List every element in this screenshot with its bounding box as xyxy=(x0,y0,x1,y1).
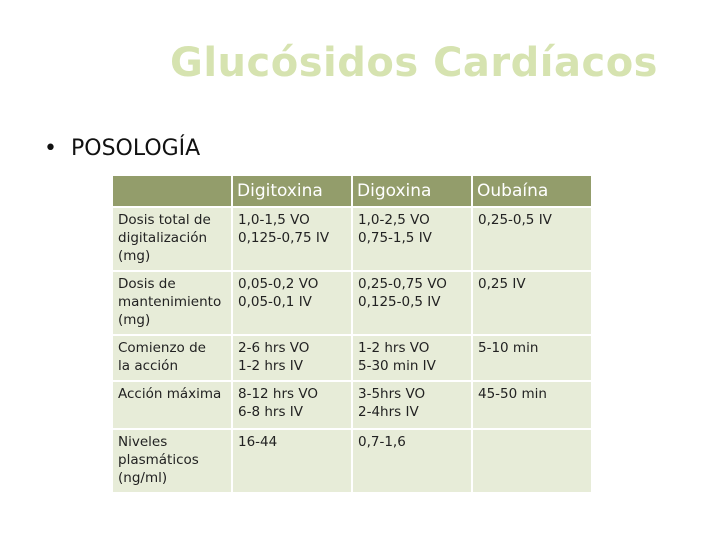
cell-digoxina: 1-2 hrs VO 5-30 min IV xyxy=(352,335,472,381)
row-label: Acción máxima xyxy=(112,381,232,429)
cell-oubaina: 0,25 IV xyxy=(472,271,592,335)
table-header-row xyxy=(112,175,592,207)
cell-oubaina: 0,25-0,5 IV xyxy=(472,207,592,271)
header-digoxina: Digoxina xyxy=(352,175,472,207)
bullet-posologia xyxy=(44,136,200,161)
header-oubaina: Oubaína xyxy=(472,175,592,207)
table-row xyxy=(112,381,592,429)
table-row xyxy=(112,207,592,271)
table-row xyxy=(112,429,592,493)
dosage-table xyxy=(111,174,593,494)
row-label: Niveles plasmáticos (ng/ml) xyxy=(112,429,232,493)
cell-digoxina: 1,0-2,5 VO 0,75-1,5 IV xyxy=(352,207,472,271)
row-label: Dosis total de digitalización (mg) xyxy=(112,207,232,271)
cell-oubaina: 5-10 min xyxy=(472,335,592,381)
bullet-text: POSOLOGÍA xyxy=(70,136,201,161)
header-digitoxina: Digitoxina xyxy=(232,175,352,207)
bullet-dot: • xyxy=(44,136,57,161)
table-row xyxy=(112,335,592,381)
cell-digitoxina: 16-44 xyxy=(232,429,352,493)
cell-digoxina: 0,7-1,6 xyxy=(352,429,472,493)
slide-title: Glucósidos Cardíacos xyxy=(170,40,658,86)
cell-oubaina xyxy=(472,429,592,493)
cell-digitoxina: 2-6 hrs VO 1-2 hrs IV xyxy=(232,335,352,381)
table-row xyxy=(112,271,592,335)
header-empty xyxy=(112,175,232,207)
cell-digitoxina: 8-12 hrs VO 6-8 hrs IV xyxy=(232,381,352,429)
cell-digitoxina: 1,0-1,5 VO 0,125-0,75 IV xyxy=(232,207,352,271)
cell-digitoxina: 0,05-0,2 VO 0,05-0,1 IV xyxy=(232,271,352,335)
cell-digoxina: 3-5hrs VO 2-4hrs IV xyxy=(352,381,472,429)
cell-digoxina: 0,25-0,75 VO 0,125-0,5 IV xyxy=(352,271,472,335)
cell-oubaina: 45-50 min xyxy=(472,381,592,429)
row-label: Dosis de mantenimiento (mg) xyxy=(112,271,232,335)
row-label: Comienzo de la acción xyxy=(112,335,232,381)
